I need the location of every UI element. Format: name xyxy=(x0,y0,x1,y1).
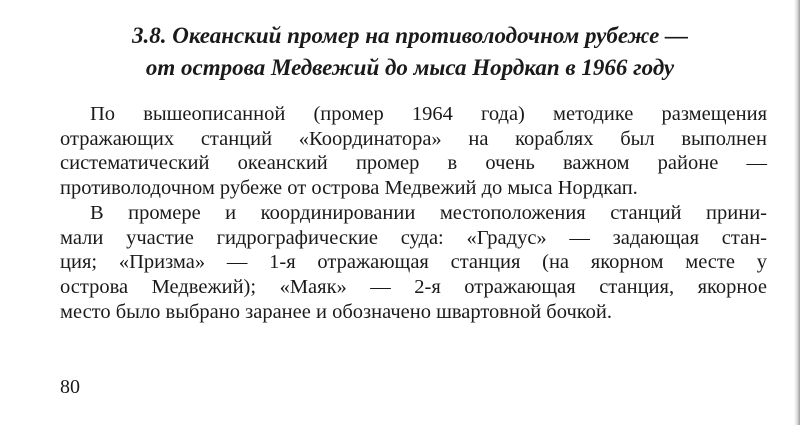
section-heading-line-2: от острова Медвежий до мыса Нордкап в 1966 году xyxy=(145,55,675,80)
paragraph-line: острова Медвежий); «Маяк» — 2-я отражающая станция, якорное xyxy=(60,276,767,299)
scan-edge-shadow xyxy=(794,0,800,425)
paragraph-line: По вышеописанной (промер 1964 года) методике размещения xyxy=(90,103,767,125)
paragraph-line: В промере и координировании местоположения станций прини- xyxy=(90,202,767,224)
paragraph-1 xyxy=(60,102,767,201)
paragraph-line: мали участие гидрографические суда: «Градус» — задающая стан- xyxy=(60,226,767,249)
paragraph-line: отражающих станций «Координатора» на кораблях был выполнен xyxy=(60,127,767,150)
paragraph-line: противолодочном рубеже от острова Медвежий до мыса Нордкап. xyxy=(60,177,638,200)
page-number: 80 xyxy=(60,376,80,398)
paragraph-line: ция; «Призма» — 1-я отражающая станция (на якорном месте у xyxy=(60,251,767,274)
paragraph-line: место было выбрано заранее и обозначено швартовной бочкой. xyxy=(60,300,613,323)
paragraph-2 xyxy=(60,201,767,324)
section-heading-line-1: 3.8. Океанский промер на противолодочном рубеже — xyxy=(131,23,689,48)
paragraph-line: систематический океанский промер в очень важном районе — xyxy=(60,152,767,175)
